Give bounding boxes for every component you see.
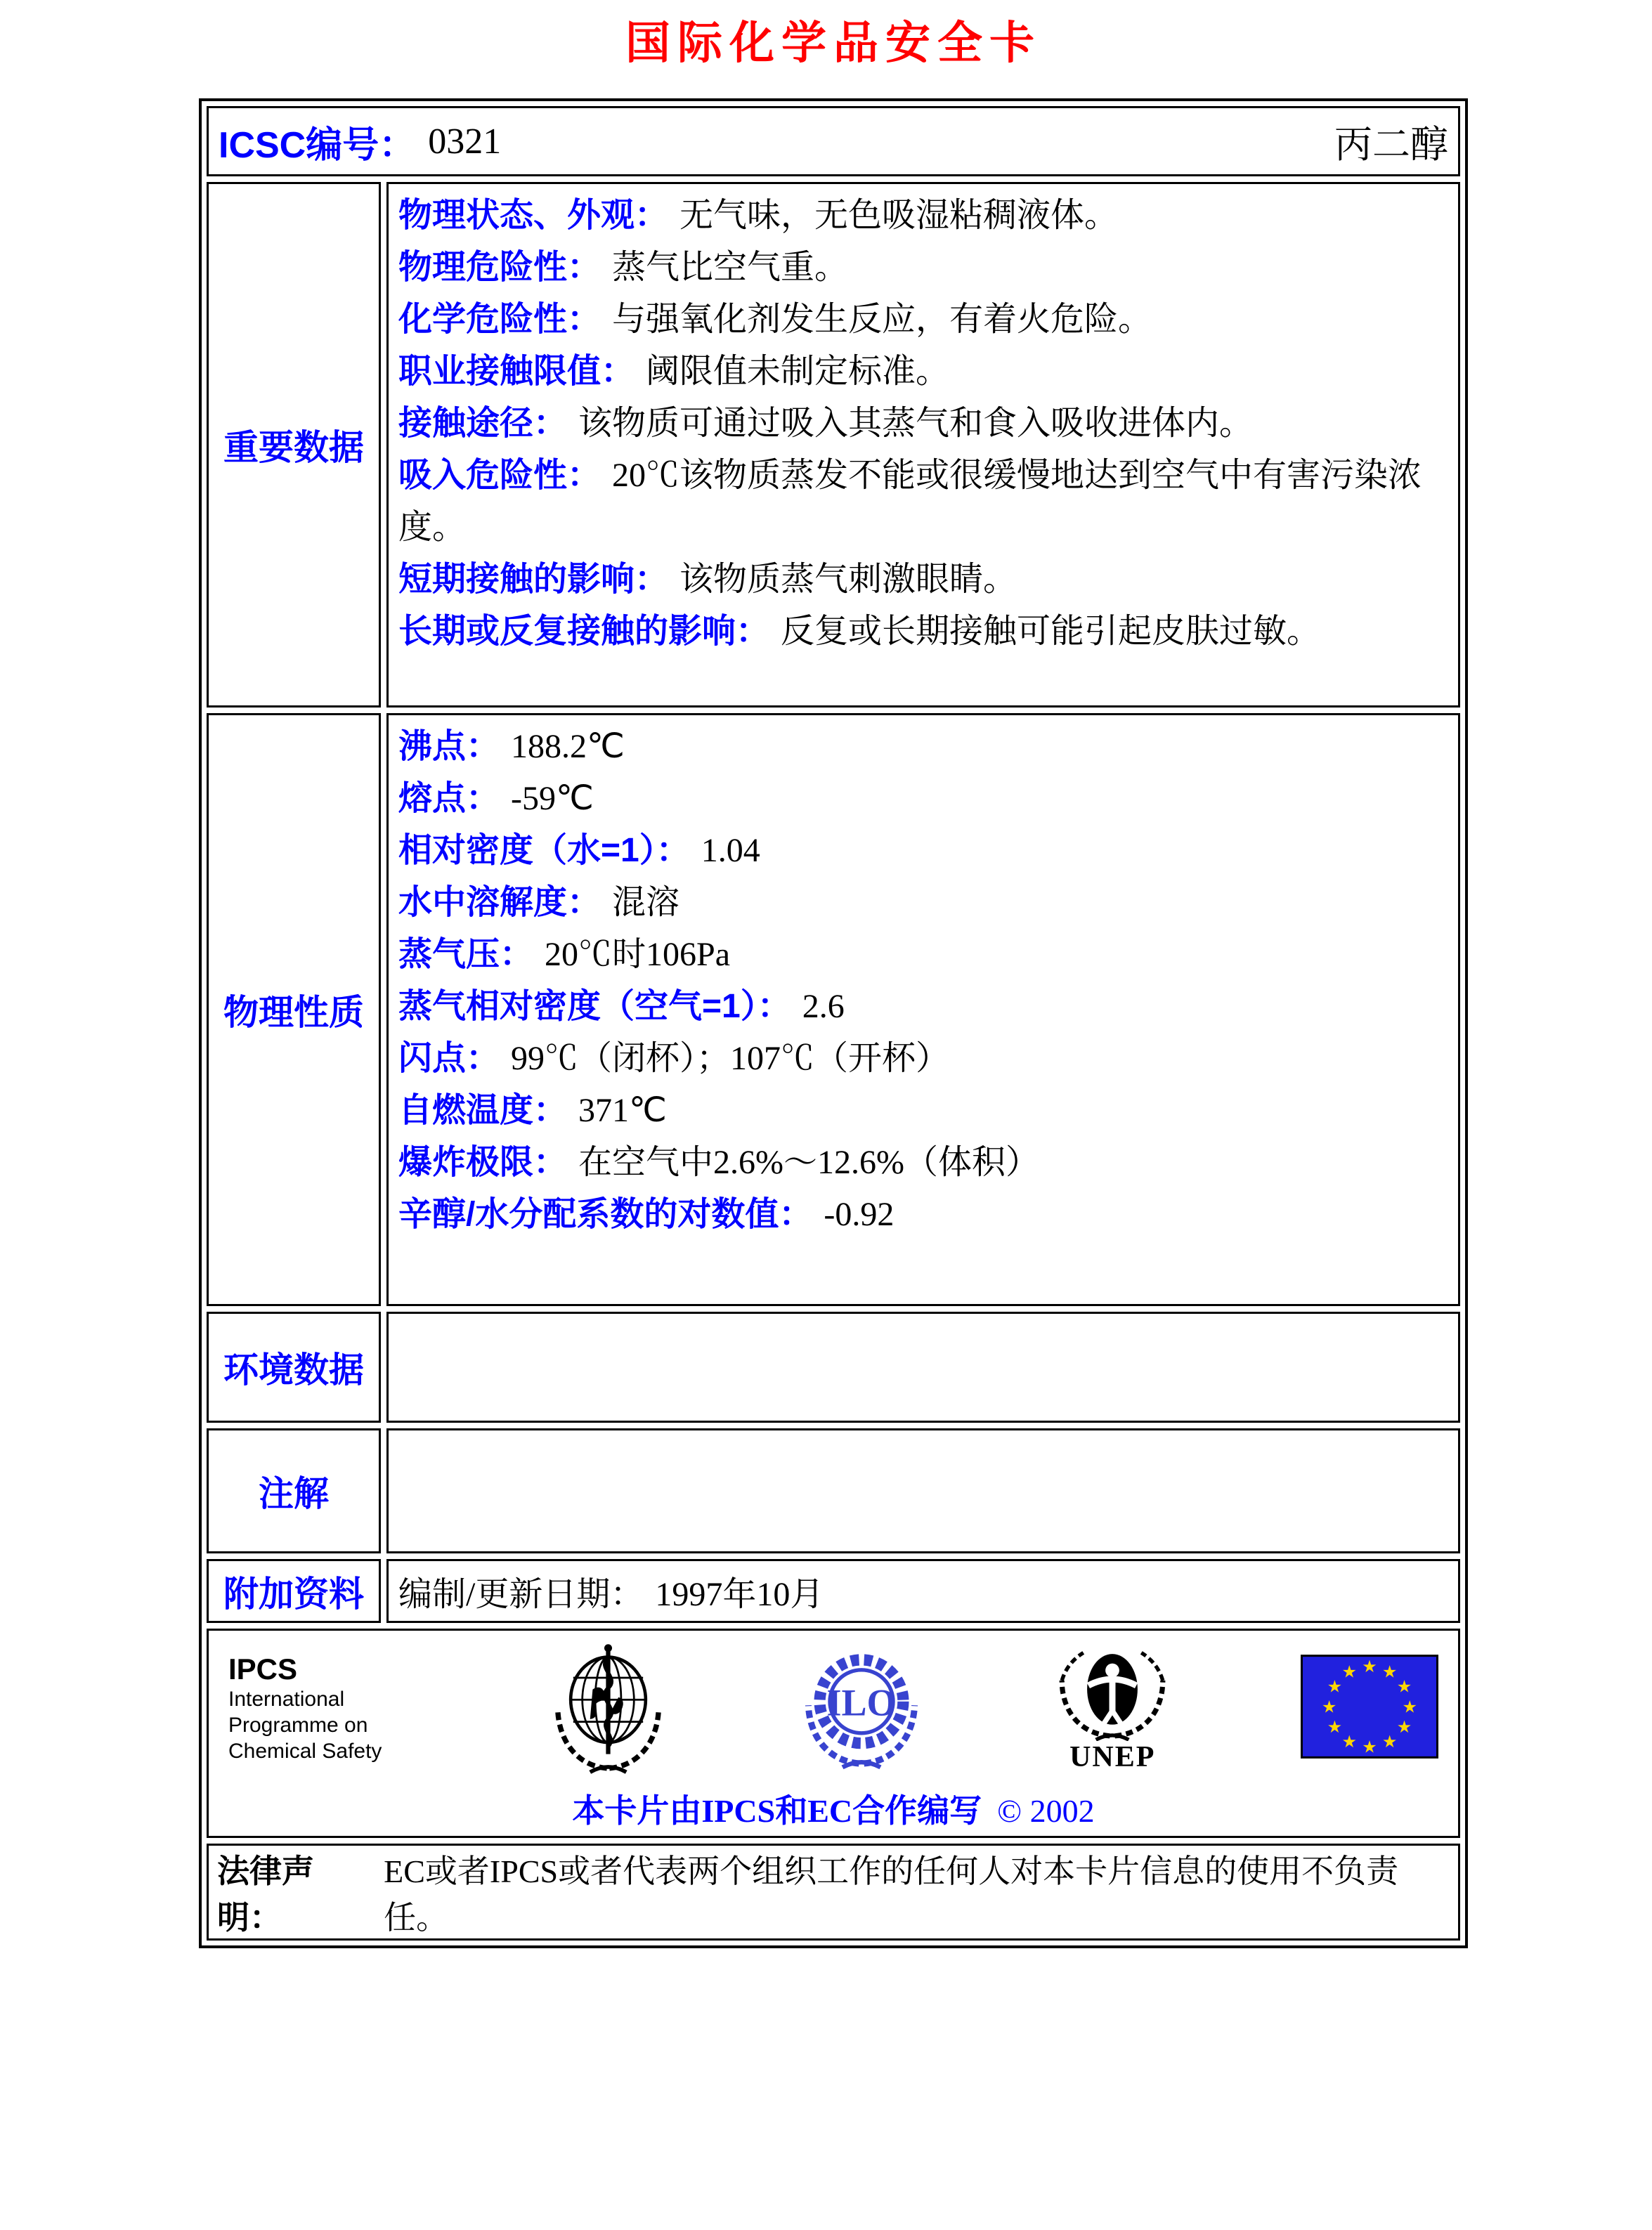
property-line — [398, 981, 1448, 1033]
header-row — [207, 106, 1460, 176]
svg-text:★: ★ — [1321, 1697, 1337, 1716]
property-line — [398, 877, 1448, 929]
property-value: 2.6 — [802, 988, 845, 1025]
property-line — [398, 825, 1448, 877]
property-value: 该物质可通过吸入其蒸气和食入吸收进体内。 — [578, 405, 1254, 442]
svg-text:★: ★ — [1362, 1657, 1377, 1676]
environment-data-row — [207, 1312, 1460, 1423]
unep-wordmark: UNEP — [1069, 1740, 1156, 1773]
logo-strip — [228, 1638, 1438, 1778]
property-line — [398, 1137, 1448, 1189]
icsc-number-group — [219, 115, 501, 168]
legal-label: 法律声明： — [217, 1853, 314, 1936]
property-line — [398, 1085, 1448, 1137]
property-line — [398, 606, 1448, 658]
unep-logo-block — [1049, 1643, 1176, 1774]
ipcs-subtitle-line: International — [228, 1687, 345, 1711]
property-label: 沸点： — [398, 728, 500, 765]
property-value: 20℃该物质蒸发不能或很缓慢地达到空气中有害污染浓度。 — [398, 457, 1422, 546]
icsc-number-value: 0321 — [428, 121, 502, 162]
additional-info-content — [386, 1559, 1460, 1623]
chemical-name: 丙二醇 — [1334, 123, 1448, 166]
section-label-box-notes — [207, 1428, 381, 1553]
property-label: 职业接触限值： — [398, 353, 635, 390]
property-value: 该物质蒸气刺激眼睛。 — [679, 561, 1017, 598]
important-data-content — [386, 182, 1460, 708]
property-label: 闪点： — [398, 1040, 500, 1077]
property-line — [398, 554, 1448, 606]
section-label-physical: 物理性质 — [223, 993, 364, 1032]
eu-flag-icon — [1301, 1655, 1438, 1762]
section-label-box-important — [207, 182, 381, 708]
section-label-important: 重要数据 — [223, 428, 364, 467]
property-value: 反复或长期接触可能引起皮肤过敏。 — [781, 613, 1321, 650]
icsc-card — [199, 98, 1468, 1948]
page-title: 国际化学品安全卡 — [625, 18, 1041, 68]
section-label-additional: 附加资料 — [223, 1574, 364, 1614]
property-label: 吸入危险性： — [398, 457, 601, 494]
update-date-label: 编制/更新日期： — [398, 1576, 644, 1613]
property-label: 熔点： — [398, 780, 500, 817]
environment-data-content — [386, 1312, 1460, 1423]
section-label-box-environment — [207, 1312, 381, 1423]
legal-box — [207, 1844, 1460, 1941]
caption-text: 本卡片由IPCS和EC合作编写 — [572, 1793, 982, 1829]
property-label: 短期接触的影响： — [398, 561, 669, 598]
ilo-logo-icon — [798, 1643, 925, 1773]
svg-text:★: ★ — [1327, 1678, 1343, 1697]
property-line — [398, 294, 1448, 346]
section-label-box-physical — [207, 713, 381, 1306]
property-value: 与强氧化剂发生反应，有着火危险。 — [612, 301, 1152, 338]
ipcs-text-block — [228, 1652, 418, 1764]
property-value: 188.2℃ — [511, 728, 625, 765]
additional-info-row — [207, 1559, 1460, 1623]
physical-properties-content — [386, 713, 1460, 1306]
header-box — [207, 106, 1460, 176]
property-label: 相对密度（水=1）： — [398, 832, 690, 869]
unep-logo-icon — [1049, 1643, 1176, 1745]
ipcs-title: IPCS — [228, 1652, 298, 1685]
svg-text:★: ★ — [1341, 1733, 1358, 1752]
property-label: 化学危险性： — [398, 301, 601, 338]
property-line — [398, 242, 1448, 294]
property-label: 接触途径： — [398, 405, 568, 442]
physical-properties-row — [207, 713, 1460, 1306]
who-logo-icon — [543, 1638, 673, 1778]
section-label-box-additional — [207, 1559, 381, 1623]
property-value: 99℃（闭杯）；107℃（开杯） — [511, 1040, 950, 1077]
property-line — [398, 450, 1448, 554]
legal-text: EC或者IPCS或者代表两个组织工作的任何人对本卡片信息的使用不负责任。 — [384, 1853, 1399, 1936]
svg-text:ILO: ILO — [826, 1681, 897, 1724]
icsc-number-label: ICSC编号： — [219, 124, 416, 166]
footer-box — [207, 1629, 1460, 1838]
ipcs-subtitle-line: Chemical Safety — [228, 1739, 382, 1763]
update-date-line — [398, 1567, 824, 1615]
important-data-row — [207, 182, 1460, 708]
property-label: 辛醇/水分配系数的对数值： — [398, 1196, 813, 1233]
property-line — [398, 929, 1448, 981]
svg-text:★: ★ — [1381, 1733, 1398, 1752]
property-line — [398, 721, 1448, 773]
property-line — [398, 773, 1448, 825]
property-label: 水中溶解度： — [398, 884, 601, 921]
property-line — [398, 190, 1448, 242]
property-label: 蒸气相对密度（空气=1）： — [398, 988, 791, 1025]
notes-row — [207, 1428, 1460, 1553]
legal-row — [207, 1844, 1460, 1941]
property-value: 蒸气比空气重。 — [612, 249, 849, 286]
footer-row — [207, 1629, 1460, 1838]
property-label: 长期或反复接触的影响： — [398, 613, 770, 650]
property-label: 爆炸极限： — [398, 1144, 568, 1181]
property-line — [398, 346, 1448, 398]
property-label: 蒸气压： — [398, 936, 534, 973]
svg-text:★: ★ — [1381, 1663, 1398, 1682]
property-value: 1.04 — [701, 832, 760, 869]
property-value: 混溶 — [612, 884, 680, 921]
property-label: 物理危险性： — [398, 249, 601, 286]
svg-text:★: ★ — [1327, 1718, 1343, 1737]
property-value: 无气味，无色吸湿粘稠液体。 — [679, 197, 1119, 234]
property-line — [398, 398, 1448, 450]
svg-text:★: ★ — [1402, 1697, 1418, 1716]
property-line — [398, 1189, 1448, 1241]
property-label: 物理状态、外观： — [398, 197, 669, 234]
property-value: 20℃时106Pa — [545, 936, 731, 973]
update-date-value: 1997年10月 — [655, 1576, 824, 1613]
svg-text:★: ★ — [1396, 1718, 1412, 1737]
section-label-environment: 环境数据 — [223, 1350, 364, 1390]
svg-text:★: ★ — [1362, 1738, 1377, 1757]
property-line — [398, 1033, 1448, 1085]
notes-content — [386, 1428, 1460, 1553]
svg-text:★: ★ — [1396, 1678, 1412, 1697]
property-value: -59℃ — [511, 780, 594, 817]
copyright-text: © 2002 — [997, 1793, 1095, 1829]
footer-caption — [228, 1785, 1438, 1832]
property-value: 阈限值未制定标准。 — [646, 353, 950, 390]
ipcs-subtitle-line: Programme on — [228, 1713, 368, 1737]
property-value: 在空气中2.6%～12.6%（体积） — [578, 1144, 1039, 1181]
property-value: -0.92 — [824, 1196, 895, 1233]
section-label-notes: 注解 — [259, 1474, 329, 1513]
property-label: 自燃温度： — [398, 1092, 568, 1129]
property-value: 371℃ — [578, 1092, 667, 1129]
svg-text:★: ★ — [1341, 1663, 1358, 1682]
